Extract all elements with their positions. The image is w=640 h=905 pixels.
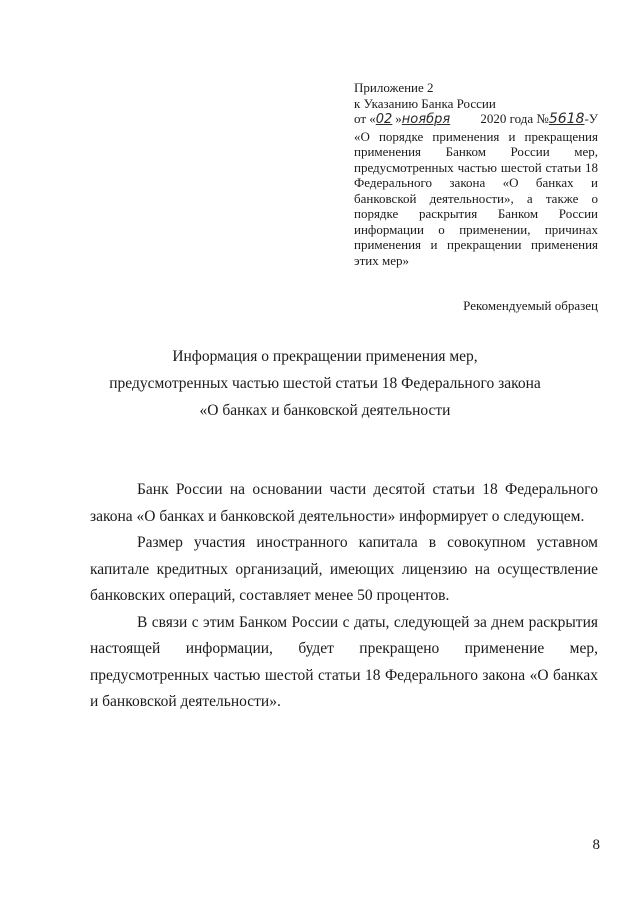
appendix-header	[354, 80, 598, 268]
document-title-line-2: предусмотренных частью шестой статьи 18 Федерального закона	[109, 375, 541, 392]
year-text: 2020 года №	[480, 111, 549, 126]
paragraph-3: В связи с этим Банком России с даты, следующей за днем раскрытия настоящей информации, будет прекращено применение мер, предусмотренных частью шестой статьи 18 Федерального закона «О банках и банковской деятельности».	[90, 613, 598, 710]
handwritten-number: 5618	[548, 111, 585, 127]
appendix-number: Приложение 2	[354, 80, 434, 95]
document-title	[90, 343, 560, 424]
handwritten-month: ноября	[401, 112, 451, 127]
appendix-date-line	[354, 111, 598, 128]
date-day-close: »	[395, 111, 402, 126]
paragraph-2: Размер участия иностранного капитала в совокупном уставном капитале кредитных организаций, имеющих лицензию на осуществление банковских операций, составляет менее 50 процентов.	[90, 534, 598, 604]
recommended-sample-label: Рекомендуемый образец	[463, 298, 598, 313]
number-suffix: -У	[584, 111, 598, 126]
page-number: 8	[592, 837, 600, 853]
date-prefix: от «	[354, 111, 376, 126]
document-title-line-1: Информация о прекращении применения мер,	[172, 348, 478, 365]
document-title-line-3: «О банках и банковской деятельности	[199, 402, 451, 419]
handwritten-day: 02	[375, 112, 393, 127]
appendix-title: «О порядке применения и прекращения применения Банком России мер, предусмотренных частью шестой статьи 18 Федерального закона «О банках и банковской деятельности», а также о порядке раскрытия Банком России информации о применении, причинах применения и прекращении применения этих мер»	[354, 128, 598, 268]
document-body	[90, 477, 598, 716]
paragraph-1: Банк России на основании части десятой статьи 18 Федерального закона «О банках и банковской деятельности» информирует о следующем.	[90, 481, 598, 525]
appendix-reference: к Указанию Банка России	[354, 95, 496, 111]
